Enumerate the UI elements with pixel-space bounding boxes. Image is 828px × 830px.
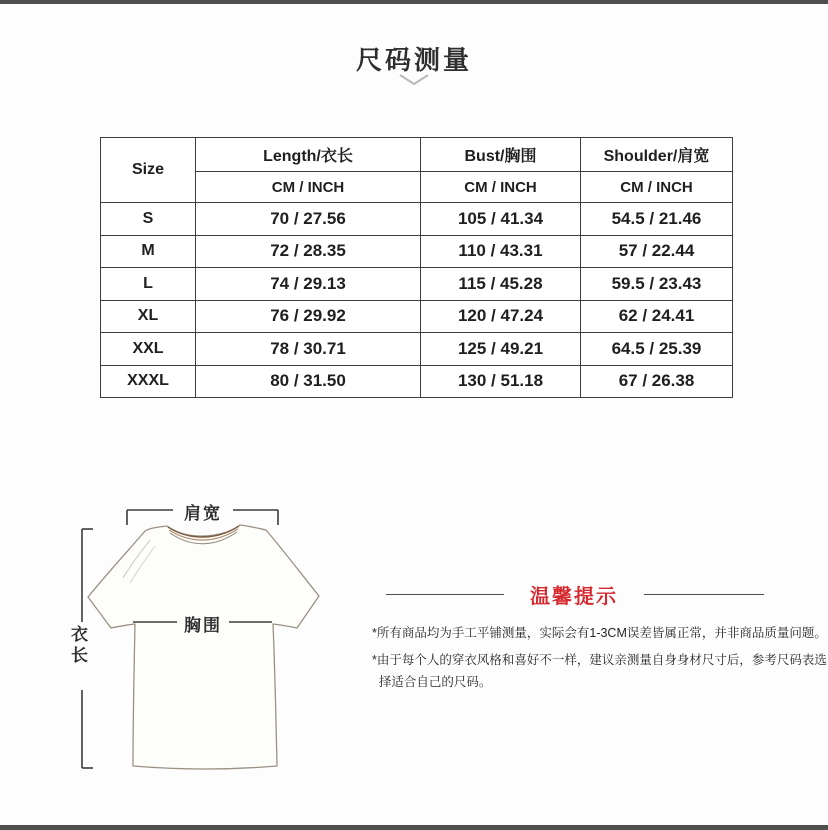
- top-edge-bar: [0, 0, 828, 4]
- shoulder-cell: 59.5 / 23.43: [581, 268, 733, 301]
- bust-column-header: Bust/胸围: [421, 138, 581, 172]
- size-cell: L: [101, 268, 196, 301]
- length-unit-header: CM / INCH: [196, 172, 421, 203]
- length-cell: 76 / 29.92: [196, 300, 421, 333]
- tip-item: *由于每个人的穿衣风格和喜好不一样，建议亲测量自身身材尺寸后，参考尺码表选择适合自己的尺码。: [372, 652, 827, 689]
- tips-body: [372, 622, 828, 694]
- tips-divider-left: [386, 594, 504, 595]
- chevron-down-icon: [399, 74, 429, 86]
- tshirt-drawing-icon: [55, 478, 400, 813]
- bust-cell: 110 / 43.31: [421, 235, 581, 268]
- bust-unit-header: CM / INCH: [421, 172, 581, 203]
- bust-cell: 115 / 45.28: [421, 268, 581, 301]
- shoulder-cell: 54.5 / 21.46: [581, 203, 733, 236]
- table-row: [101, 203, 733, 236]
- size-cell: M: [101, 235, 196, 268]
- shoulder-cell: 67 / 26.38: [581, 365, 733, 398]
- tshirt-measurement-diagram: [55, 478, 400, 813]
- bust-cell: 105 / 41.34: [421, 203, 581, 236]
- shoulder-unit-header: CM / INCH: [581, 172, 733, 203]
- length-cell: 72 / 28.35: [196, 235, 421, 268]
- bottom-edge-bar: [0, 825, 828, 830]
- table-header-row: [101, 138, 733, 172]
- size-cell: XXL: [101, 333, 196, 366]
- length-cell: 78 / 30.71: [196, 333, 421, 366]
- table-unit-row: [101, 172, 733, 203]
- tips-header: [372, 580, 828, 609]
- size-cell: XXXL: [101, 365, 196, 398]
- shoulder-width-label: 肩宽: [184, 504, 222, 523]
- size-cell: XL: [101, 300, 196, 333]
- tips-divider-right: [644, 594, 764, 595]
- bust-cell: 130 / 51.18: [421, 365, 581, 398]
- bust-label: 胸围: [184, 616, 222, 635]
- tip-item: *所有商品均为手工平铺测量，实际会有1-3CM误差皆属正常，并非商品质量问题。: [372, 626, 827, 640]
- page-title: 尺码测量: [355, 45, 472, 75]
- table-row: [101, 365, 733, 398]
- shoulder-column-header: Shoulder/肩宽: [581, 138, 733, 172]
- length-label: 衣长: [68, 625, 87, 667]
- length-cell: 74 / 29.13: [196, 268, 421, 301]
- length-cell: 80 / 31.50: [196, 365, 421, 398]
- tips-section: [372, 580, 828, 698]
- length-cell: 70 / 27.56: [196, 203, 421, 236]
- table-row: [101, 300, 733, 333]
- size-table: [100, 137, 733, 398]
- bust-cell: 125 / 49.21: [421, 333, 581, 366]
- shoulder-cell: 62 / 24.41: [581, 300, 733, 333]
- bust-cell: 120 / 47.24: [421, 300, 581, 333]
- shoulder-cell: 57 / 22.44: [581, 235, 733, 268]
- size-cell: S: [101, 203, 196, 236]
- table-row: [101, 268, 733, 301]
- table-row: [101, 333, 733, 366]
- size-column-header: Size: [101, 138, 196, 203]
- shoulder-cell: 64.5 / 25.39: [581, 333, 733, 366]
- table-row: [101, 235, 733, 268]
- tips-title: 温馨提示: [530, 586, 618, 608]
- length-column-header: Length/衣长: [196, 138, 421, 172]
